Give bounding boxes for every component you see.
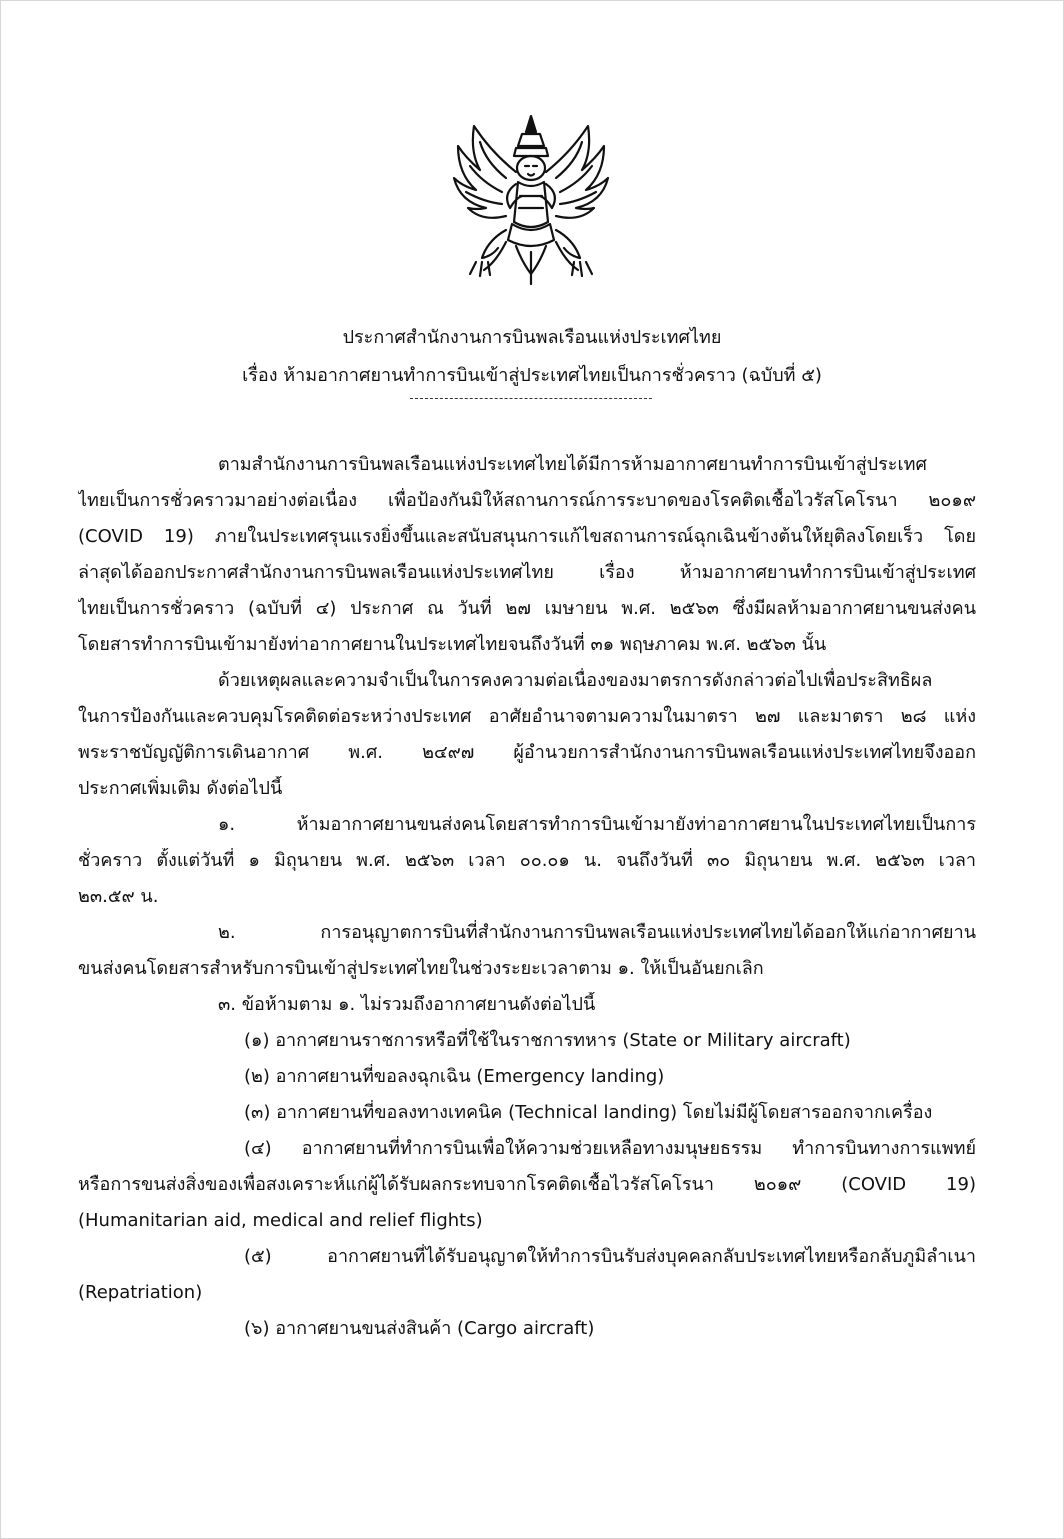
clause-2-line-1: ๒. การอนุญาตการบินที่สำนักงานการบินพลเรือนแห่งประเทศไทยได้ออกให้แก่อากาศยาน <box>218 922 976 943</box>
exception-item-5-line-2: (Repatriation) <box>78 1282 203 1303</box>
document-title: ประกาศสำนักงานการบินพลเรือนแห่งประเทศไทย <box>342 327 722 348</box>
clause-1-line-1: ๑. ห้ามอากาศยานขนส่งคนโดยสารทำการบินเข้ามายังท่าอากาศยานในประเทศไทยเป็นการ <box>218 814 976 835</box>
exception-item-2: (๒) อากาศยานที่ขอลงฉุกเฉิน (Emergency landing) <box>244 1066 665 1087</box>
exception-item-4-line-2: หรือการขนส่งสิ่งของเพื่อสงเคราะห์แก่ผู้ได้รับผลกระทบจากโรคติดเชื้อไวรัสโคโรนา ๒๐๑๙ (COVID 19) <box>78 1174 976 1195</box>
exception-item-5-line-1: (๕) อากาศยานที่ได้รับอนุญาตให้ทำการบินรับส่งบุคคลกลับประเทศไทยหรือกลับภูมิลำเนา <box>244 1246 976 1267</box>
paragraph-2-line-3: พระราชบัญญัติการเดินอากาศ พ.ศ. ๒๔๙๗ ผู้อำนวยการสำนักงานการบินพลเรือนแห่งประเทศไทยจึงออก <box>78 742 976 763</box>
exception-item-3: (๓) อากาศยานที่ขอลงทางเทคนิค (Technical landing) โดยไม่มีผู้โดยสารออกจากเครื่อง <box>244 1102 933 1123</box>
exception-item-1: (๑) อากาศยานราชการหรือที่ใช้ในราชการทหาร (State or Military aircraft) <box>244 1030 851 1051</box>
garuda-emblem-icon <box>436 112 626 290</box>
paragraph-1-line-5: ไทยเป็นการชั่วคราว (ฉบับที่ ๔) ประกาศ ณ วันที่ ๒๗ เมษายน พ.ศ. ๒๕๖๓ ซึ่งมีผลห้ามอากาศยานขนส่งคน <box>78 598 976 619</box>
paragraph-1-line-2: ไทยเป็นการชั่วคราวมาอย่างต่อเนื่อง เพื่อป้องกันมิให้สถานการณ์การระบาดของโรคติดเชื้อไวรัสโคโรนา ๒๐๑๙ <box>78 490 976 511</box>
clause-2-line-2: ขนส่งคนโดยสารสำหรับการบินเข้าสู่ประเทศไทยในช่วงระยะเวลาตาม ๑. ให้เป็นอันยกเลิก <box>78 958 764 979</box>
clause-1-line-2: ชั่วคราว ตั้งแต่วันที่ ๑ มิถุนายน พ.ศ. ๒๕๖๓ เวลา ๐๐.๐๑ น. จนถึงวันที่ ๓๐ มิถุนายน พ.ศ. ๒๕๖๓ เวลา <box>78 850 976 871</box>
paragraph-2-line-2: ในการป้องกันและควบคุมโรคติดต่อระหว่างประเทศ อาศัยอำนาจตามความในมาตรา ๒๗ และมาตรา ๒๘ แห่ง <box>78 706 976 727</box>
clause-1-line-3: ๒๓.๕๙ น. <box>78 886 159 907</box>
paragraph-1-line-1: ตามสำนักงานการบินพลเรือนแห่งประเทศไทยได้มีการห้ามอากาศยานทำการบินเข้าสู่ประเทศ <box>218 454 927 475</box>
paragraph-2-line-4: ประกาศเพิ่มเติม ดังต่อไปนี้ <box>78 778 283 799</box>
exception-item-4-line-3: (Humanitarian aid, medical and relief flights) <box>78 1210 483 1231</box>
clause-3: ๓. ข้อห้ามตาม ๑. ไม่รวมถึงอากาศยานดังต่อไปนี้ <box>218 994 596 1015</box>
paragraph-1-line-4: ล่าสุดได้ออกประกาศสำนักงานการบินพลเรือนแห่งประเทศไทย เรื่อง ห้ามอากาศยานทำการบินเข้าสู่ประเทศ <box>78 562 976 583</box>
paragraph-1-line-6: โดยสารทำการบินเข้ามายังท่าอากาศยานในประเทศไทยจนถึงวันที่ ๓๑ พฤษภาคม พ.ศ. ๒๕๖๓ นั้น <box>78 634 827 655</box>
exception-item-6: (๖) อากาศยานขนส่งสินค้า (Cargo aircraft) <box>244 1318 595 1339</box>
title-divider <box>410 398 652 399</box>
document-subject: เรื่อง ห้ามอากาศยานทำการบินเข้าสู่ประเทศไทยเป็นการชั่วคราว (ฉบับที่ ๕) <box>242 365 822 386</box>
paragraph-2-line-1: ด้วยเหตุผลและความจำเป็นในการคงความต่อเนื่องของมาตรการดังกล่าวต่อไปเพื่อประสิทธิผล <box>218 670 933 691</box>
paragraph-1-line-3: (COVID 19) ภายในประเทศรุนแรงยิ่งขึ้นและสนับสนุนการแก้ไขสถานการณ์ฉุกเฉินข้างต้นให้ยุติลงโดยเร็ว โดย <box>78 526 976 547</box>
exception-item-4-line-1: (๔) อากาศยานที่ทำการบินเพื่อให้ความช่วยเหลือทางมนุษยธรรม ทำการบินทางการแพทย์ <box>244 1138 976 1159</box>
